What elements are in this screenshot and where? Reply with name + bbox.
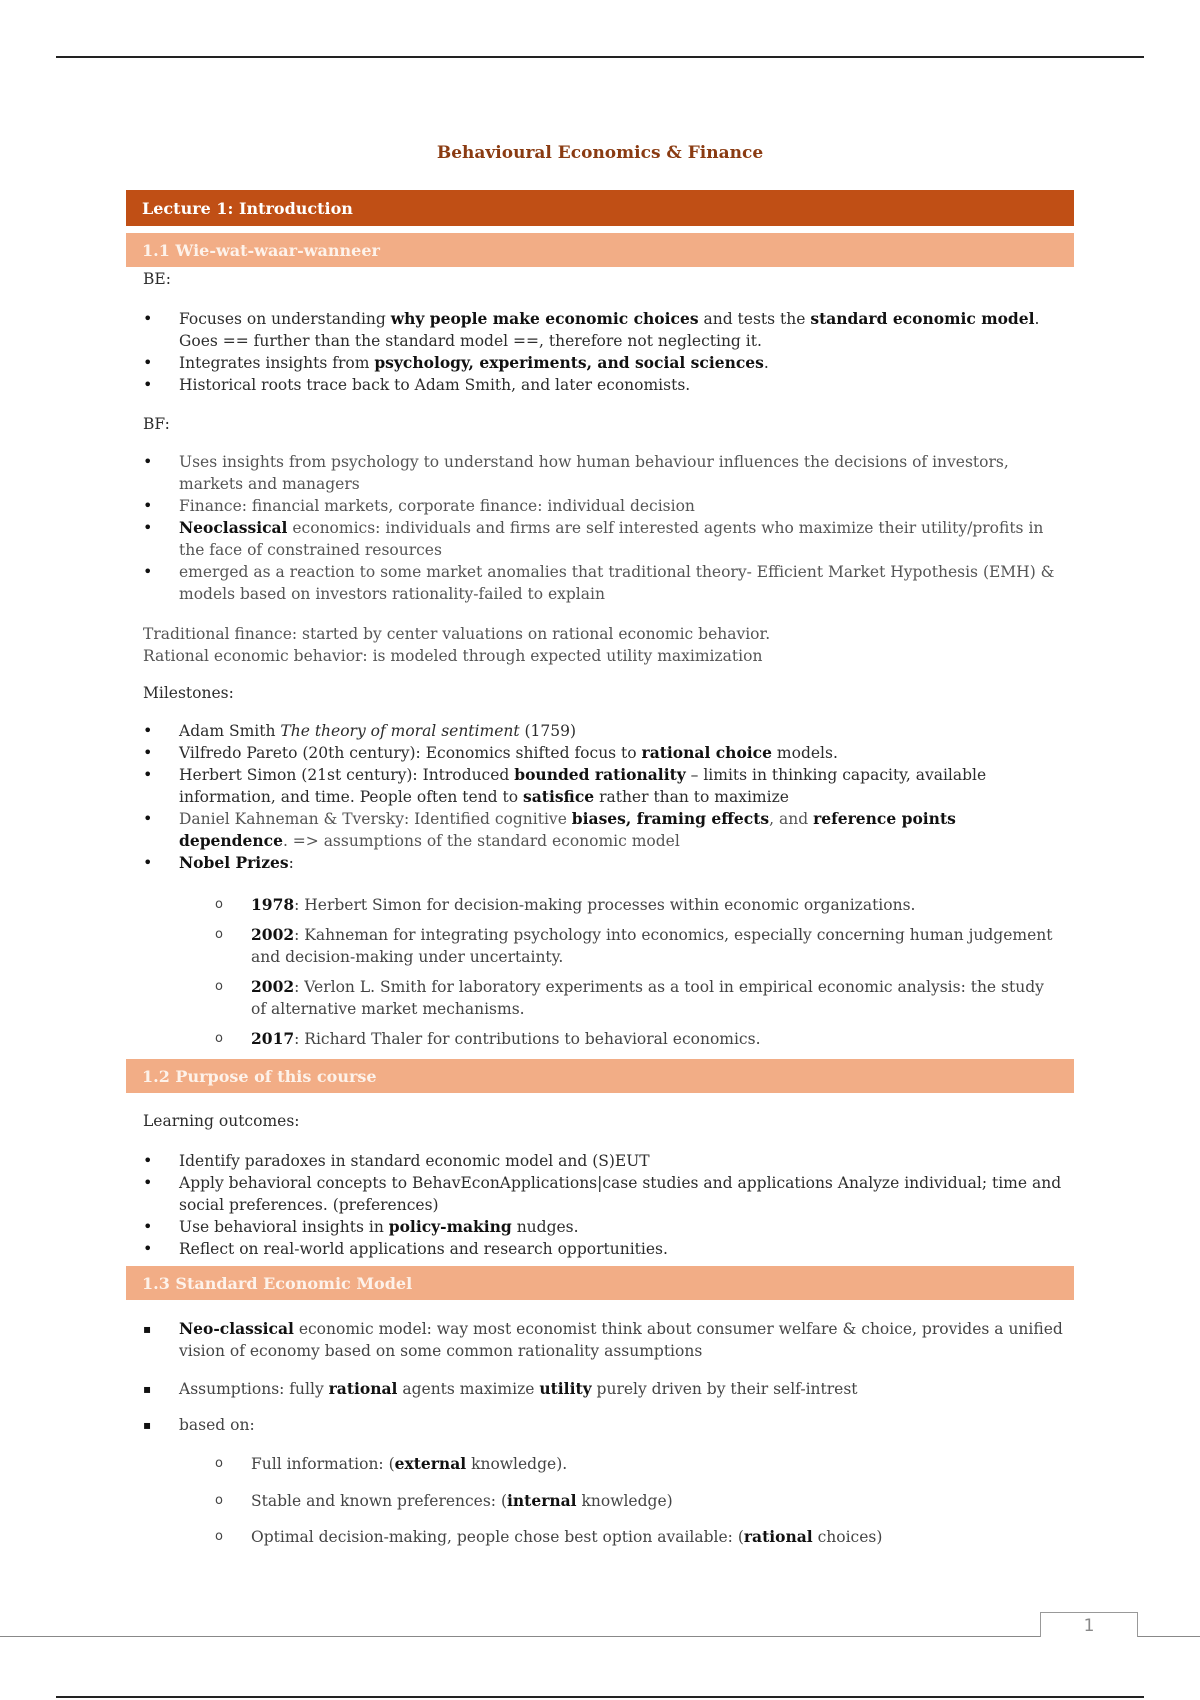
list-item: o Stable and known preferences: (internal knowledge) — [215, 1490, 1055, 1512]
paragraph-line: Traditional finance: started by center valuations on rational economic behavior. — [143, 625, 771, 643]
list-item: • Adam Smith The theory of moral sentiment (1759) — [143, 720, 1063, 742]
list-item: • Historical roots trace back to Adam Smith, and later economists. — [143, 374, 1063, 396]
list-item: • emerged as a reaction to some market anomalies that traditional theory- Efficient Market Hypothesis (EMH) & models based on investors rationality-failed to explain — [143, 561, 1063, 605]
section-heading-1-2: 1.2 Purpose of this course — [126, 1059, 1074, 1093]
list-item: ▪ Assumptions: fully rational agents maximize utility purely driven by their self-intrest — [143, 1378, 1063, 1400]
standard-model-list — [143, 1318, 1063, 1436]
section-heading-1-1: 1.1 Wie-wat-waar-wanneer — [126, 233, 1074, 267]
be-label: BE: — [143, 270, 171, 288]
document-title: Behavioural Economics & Finance — [436, 143, 764, 163]
list-item: o Optimal decision-making, people chose best option available: (rational choices) — [215, 1526, 1055, 1548]
list-item: • Vilfredo Pareto (20th century): Economics shifted focus to rational choice models. — [143, 742, 1063, 764]
footer-rule-left — [0, 1636, 1040, 1637]
list-item: • Integrates insights from psychology, experiments, and social sciences. — [143, 352, 1063, 374]
lecture-heading: Lecture 1: Introduction — [126, 190, 1074, 226]
list-item: o Full information: (external knowledge). — [215, 1453, 1055, 1475]
list-item: • Daniel Kahneman & Tversky: Identified cognitive biases, framing effects, and reference points dependence. => assumptions of the standard economic model — [143, 808, 1063, 852]
list-item: • Reflect on real-world applications and research opportunities. — [143, 1238, 1063, 1260]
learning-outcomes-label: Learning outcomes: — [143, 1112, 300, 1130]
list-item: o 1978: Herbert Simon for decision-making processes within economic organizations. — [215, 894, 1055, 916]
bf-label: BF: — [143, 415, 170, 433]
bf-list — [143, 451, 1063, 605]
list-item: o 2002: Verlon L. Smith for laboratory experiments as a tool in empirical economic analysis: the study of alternative market mechanisms. — [215, 976, 1055, 1020]
list-item: o 2002: Kahneman for integrating psychology into economics, especially concerning human judgement and decision-making under uncertainty. — [215, 924, 1055, 968]
list-item: o 2017: Richard Thaler for contributions to behavioral economics. — [215, 1028, 1055, 1050]
footer-rule-right — [1136, 1636, 1200, 1637]
list-item: • Neoclassical economics: individuals and firms are self interested agents who maximize their utility/profits in the face of constrained resources — [143, 517, 1063, 561]
list-item: • Herbert Simon (21st century): Introduced bounded rationality – limits in thinking capacity, available information, and time. People often tend to satisfice rather than to maximize — [143, 764, 1063, 808]
section-heading-1-3: 1.3 Standard Economic Model — [126, 1266, 1074, 1300]
be-list — [143, 308, 1063, 396]
list-item: • Identify paradoxes in standard economic model and (S)EUT — [143, 1150, 1063, 1172]
list-item: • Apply behavioral concepts to BehavEconApplications|case studies and applications Analyze individual; time and social preferences. (preferences) — [143, 1172, 1063, 1216]
list-item: ▪ based on: — [143, 1414, 1063, 1436]
header-rule — [56, 56, 1144, 58]
traditional-finance-text — [143, 623, 770, 667]
list-item: • Focuses on understanding why people make economic choices and tests the standard economic model. Goes == further than the standard model ==, therefore not neglecting it. — [143, 308, 1063, 352]
bottom-rule — [56, 1696, 1144, 1698]
nobel-list — [215, 894, 1055, 1050]
list-item: • Use behavioral insights in policy-making nudges. — [143, 1216, 1063, 1238]
milestones-label: Milestones: — [143, 684, 234, 702]
list-item: • Finance: financial markets, corporate finance: individual decision — [143, 495, 1063, 517]
page-number: 1 — [1040, 1612, 1138, 1637]
paragraph-line: Rational economic behavior: is modeled through expected utility maximization — [143, 647, 763, 665]
list-item: ▪ Neo-classical economic model: way most economist think about consumer welfare & choice, provides a unified vision of economy based on some common rationality assumptions — [143, 1318, 1063, 1362]
milestones-list — [143, 720, 1063, 874]
list-item: • Uses insights from psychology to understand how human behaviour influences the decisions of investors, markets and managers — [143, 451, 1063, 495]
learning-outcomes-list — [143, 1150, 1063, 1260]
list-item: • Nobel Prizes: — [143, 852, 1063, 874]
assumptions-sublist — [215, 1453, 1055, 1548]
